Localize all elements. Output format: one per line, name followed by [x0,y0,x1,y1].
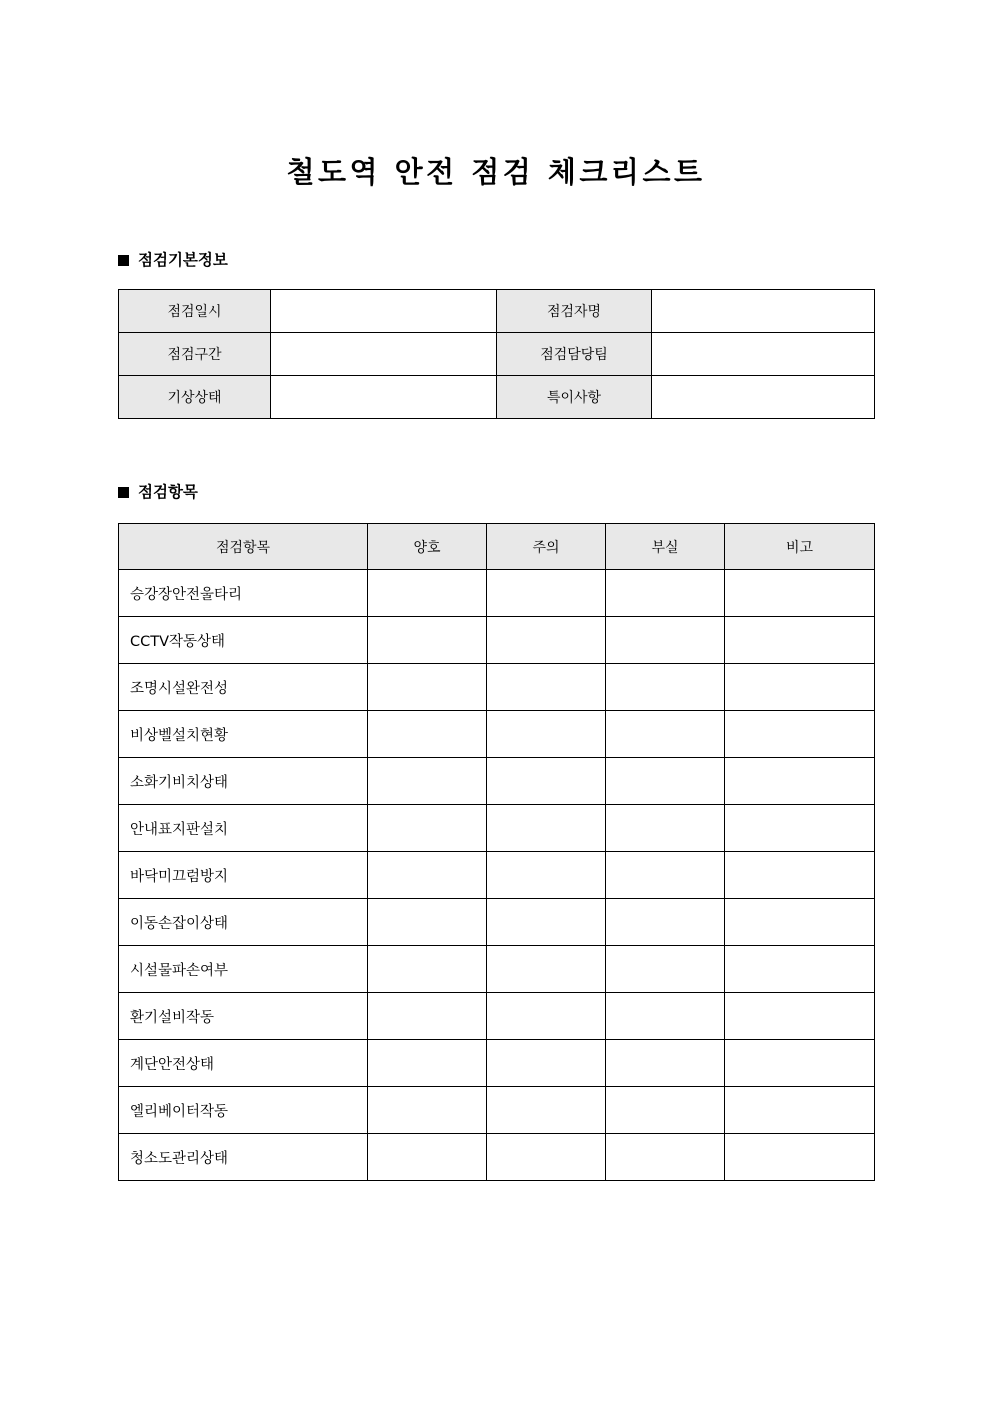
checkbox-cell-good[interactable] [368,664,487,711]
remarks-cell[interactable] [725,1134,875,1181]
checkbox-cell-poor[interactable] [606,758,725,805]
checkbox-cell-caution[interactable] [487,617,606,664]
square-bullet-icon [118,487,129,498]
checkbox-cell-caution[interactable] [487,1134,606,1181]
inspection-item-label: 청소도관리상태 [119,1134,368,1181]
inspection-item-label: 승강장안전울타리 [119,570,368,617]
inspection-item-label: 엘리베이터작동 [119,1087,368,1134]
checkbox-cell-caution[interactable] [487,570,606,617]
info-value-weather-condition[interactable] [271,376,497,419]
inspection-item-label: 소화기비치상태 [119,758,368,805]
info-value-special-notes[interactable] [652,376,875,419]
checkbox-cell-caution[interactable] [487,899,606,946]
info-label-inspection-team: 점검담당팀 [497,333,652,376]
table-header-row [119,524,875,570]
checkbox-cell-poor[interactable] [606,852,725,899]
section-heading-basic-info [118,249,228,271]
section-heading-basic-info-label: 점검기본정보 [138,251,228,269]
checkbox-cell-caution[interactable] [487,805,606,852]
remarks-cell[interactable] [725,899,875,946]
info-label-inspector-name: 점검자명 [497,290,652,333]
checkbox-cell-good[interactable] [368,852,487,899]
checkbox-cell-good[interactable] [368,1040,487,1087]
column-header-good: 양호 [368,524,487,570]
page-title: 철도역 안전 점검 체크리스트 [286,155,706,190]
table-row [119,617,875,664]
checkbox-cell-poor[interactable] [606,1134,725,1181]
info-label-inspection-section: 점검구간 [119,333,271,376]
checkbox-cell-poor[interactable] [606,1040,725,1087]
checkbox-cell-poor[interactable] [606,946,725,993]
checkbox-cell-caution[interactable] [487,993,606,1040]
section-heading-inspection-items-label: 점검항목 [138,483,198,501]
checkbox-cell-poor[interactable] [606,711,725,758]
column-header-remarks: 비고 [725,524,875,570]
inspection-item-label: 안내표지판설치 [119,805,368,852]
checkbox-cell-caution[interactable] [487,1087,606,1134]
info-value-inspection-datetime[interactable] [271,290,497,333]
checkbox-cell-good[interactable] [368,758,487,805]
inspection-item-label: 계단안전상태 [119,1040,368,1087]
checkbox-cell-good[interactable] [368,946,487,993]
table-row [119,852,875,899]
table-row [119,758,875,805]
checkbox-cell-caution[interactable] [487,758,606,805]
checkbox-cell-poor[interactable] [606,664,725,711]
table-row [119,290,875,333]
remarks-cell[interactable] [725,1040,875,1087]
info-value-inspector-name[interactable] [652,290,875,333]
column-header-item: 점검항목 [119,524,368,570]
section-heading-inspection-items [118,481,198,503]
checkbox-cell-good[interactable] [368,805,487,852]
table-row [119,1040,875,1087]
info-label-special-notes: 특이사항 [497,376,652,419]
checkbox-cell-poor[interactable] [606,805,725,852]
checkbox-cell-good[interactable] [368,993,487,1040]
checkbox-cell-good[interactable] [368,899,487,946]
table-row [119,1134,875,1181]
remarks-cell[interactable] [725,570,875,617]
inspection-item-label: 환기설비작동 [119,993,368,1040]
remarks-cell[interactable] [725,1087,875,1134]
column-header-poor: 부실 [606,524,725,570]
remarks-cell[interactable] [725,664,875,711]
checkbox-cell-poor[interactable] [606,899,725,946]
checkbox-cell-caution[interactable] [487,711,606,758]
column-header-caution: 주의 [487,524,606,570]
remarks-cell[interactable] [725,805,875,852]
table-row [119,711,875,758]
inspection-items-table [118,523,875,1181]
checkbox-cell-poor[interactable] [606,617,725,664]
remarks-cell[interactable] [725,852,875,899]
inspection-item-label: 시설물파손여부 [119,946,368,993]
remarks-cell[interactable] [725,993,875,1040]
info-label-weather-condition: 기상상태 [119,376,271,419]
table-row [119,899,875,946]
table-row [119,664,875,711]
info-label-inspection-datetime: 점검일시 [119,290,271,333]
remarks-cell[interactable] [725,617,875,664]
inspection-item-label: 비상벨설치현황 [119,711,368,758]
checkbox-cell-poor[interactable] [606,993,725,1040]
remarks-cell[interactable] [725,711,875,758]
table-row [119,333,875,376]
table-row [119,376,875,419]
remarks-cell[interactable] [725,946,875,993]
inspection-item-label: 바닥미끄럼방지 [119,852,368,899]
info-value-inspection-team[interactable] [652,333,875,376]
table-row [119,946,875,993]
inspection-item-label: CCTV작동상태 [119,617,368,664]
checkbox-cell-poor[interactable] [606,1087,725,1134]
checkbox-cell-caution[interactable] [487,852,606,899]
table-row [119,570,875,617]
checkbox-cell-caution[interactable] [487,664,606,711]
table-row [119,993,875,1040]
inspection-item-label: 조명시설완전성 [119,664,368,711]
checkbox-cell-good[interactable] [368,570,487,617]
checkbox-cell-caution[interactable] [487,1040,606,1087]
checkbox-cell-good[interactable] [368,711,487,758]
inspection-item-label: 이동손잡이상태 [119,899,368,946]
checkbox-cell-caution[interactable] [487,946,606,993]
checkbox-cell-poor[interactable] [606,570,725,617]
remarks-cell[interactable] [725,758,875,805]
square-bullet-icon [118,255,129,266]
checkbox-cell-good[interactable] [368,1087,487,1134]
checkbox-cell-good[interactable] [368,1134,487,1181]
checkbox-cell-good[interactable] [368,617,487,664]
table-row [119,805,875,852]
table-row [119,1087,875,1134]
info-value-inspection-section[interactable] [271,333,497,376]
basic-info-table [118,289,875,419]
